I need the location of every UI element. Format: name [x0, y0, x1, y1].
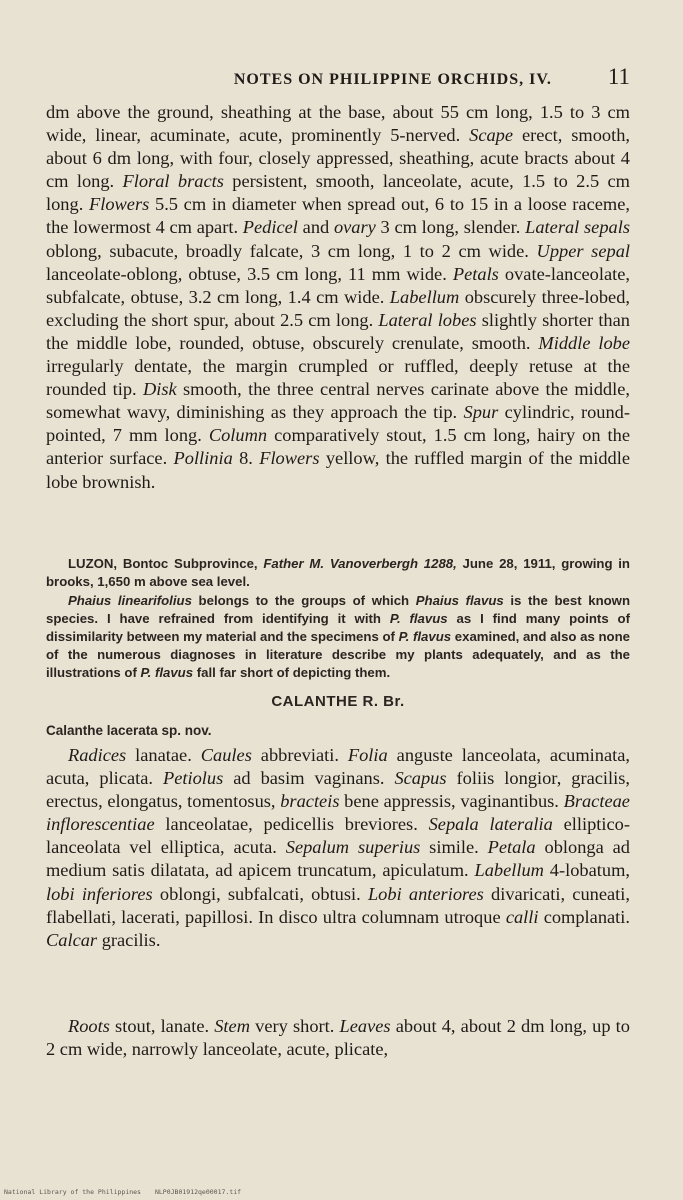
italic-term: Sepalum superius — [285, 837, 421, 858]
italic-term: Lateral lobes — [378, 309, 477, 330]
italic-term: Phaius flavus — [415, 593, 504, 608]
text-run: complanati. — [538, 906, 630, 927]
text-run: 3 cm long, slender. — [375, 217, 526, 238]
scan-footer — [0, 1184, 683, 1200]
italic-term: Pedicel — [242, 217, 298, 238]
footer-file: NLP0JB01912qe00017.tif — [154, 1188, 242, 1196]
text-run: examined, and also as none of the numerous diagnoses in literature describe my plants adequately, and as the illustrations of — [46, 629, 630, 680]
text-run: obscurely three-lobed, excluding the short spur, about 2.5 cm long. — [46, 286, 630, 330]
specimen-citation — [46, 555, 630, 591]
italic-term: P. flavus — [398, 629, 452, 644]
species-title: Calanthe lacerata sp. nov. — [46, 723, 212, 738]
italic-term: Petals — [452, 263, 499, 284]
text-run: oblong, subacute, broadly falcate, 3 cm long, 1 to 2 cm wide. — [46, 240, 537, 261]
italic-term: Bracteae inflorescentiae — [46, 791, 630, 835]
italic-term: P. flavus — [389, 611, 448, 626]
text-run: smooth, the three central nerves carinate above the middle, somewhat wavy, diminishing as they approach the tip. — [46, 379, 630, 423]
italic-term: lobi inferiores — [46, 883, 153, 904]
text-run: and — [297, 217, 334, 238]
italic-term: Spur — [463, 402, 499, 423]
italic-term: Pollinia — [173, 448, 233, 469]
text-run: oblongi, subfalcati, obtusi. — [152, 883, 368, 904]
italic-term: Leaves — [339, 1016, 391, 1036]
text-run: ovate-lanceolate, subfalcate, obtuse, 3.2 cm long, 1.4 cm wide. — [46, 263, 630, 307]
text-run: June 28, 1911, growing in brooks, 1,650 m above sea level. — [46, 556, 630, 589]
text-run: cylindric, round-pointed, 7 mm long. — [46, 402, 630, 446]
italic-term: Disk — [142, 379, 177, 400]
italic-term: Stem — [214, 1016, 250, 1036]
italic-term: Father M. Vanoverbergh 1288, — [263, 556, 457, 571]
italic-term: Floral bracts — [122, 171, 224, 192]
text-run: is the best known species. I have refrained from identifying it with — [46, 593, 630, 626]
text-run: dm above the ground, sheathing at the base, about 55 cm long, 1.5 to 3 cm wide, linear, acuminate, acute, prominently 5-nerved. — [46, 102, 630, 146]
description-continued — [46, 101, 630, 494]
text-run: persistent, smooth, lanceolate, acute, 1.5 to 2.5 cm long. — [46, 171, 630, 215]
italic-term: Lobi anteriores — [367, 883, 484, 904]
text-run: as I find many points of dissimilarity between my material and the specimens of — [46, 611, 630, 644]
italic-term: Roots — [68, 1016, 110, 1036]
italic-term: Radices — [68, 745, 127, 765]
italic-term: Sepala lateralia — [428, 814, 553, 835]
italic-term: Petala — [487, 837, 536, 858]
text-run: anguste lanceolata, acuminata, acuta, plicata. — [46, 745, 631, 789]
italic-term: Scape — [469, 125, 514, 146]
italic-term: Calcar — [46, 929, 98, 950]
text-run: bene appressis, vaginantibus. — [339, 791, 564, 812]
text-run: slightly shorter than the middle lobe, rounded, obtuse, obscurely crenulate, smooth. — [46, 309, 630, 353]
text-run: LUZON, Bontoc Subprovince, — [68, 556, 264, 571]
running-title: NOTES ON PHILIPPINE ORCHIDS, IV. — [233, 71, 552, 88]
text-run: erect, smooth, about 6 dm long, with four, closely appressed, sheathing, acute bracts about 4 cm long. — [46, 125, 630, 192]
italic-term: Phaius linearifolius — [68, 593, 192, 608]
english-paragraph — [46, 1015, 630, 1061]
text-run: yellow, the ruffled margin of the middle lobe brownish. — [46, 448, 630, 492]
italic-term: Lateral sepals — [525, 217, 630, 238]
italic-term: Scapus — [394, 768, 447, 789]
italic-term: Flowers — [259, 448, 320, 469]
english-description — [46, 1015, 630, 1061]
italic-term: Labellum — [474, 860, 544, 881]
text-run: lanatae. — [126, 745, 201, 765]
italic-term: Petiolus — [162, 768, 224, 789]
footer-library: National Library of the Philippines — [4, 1188, 141, 1196]
text-run: ad basim vaginans. — [223, 768, 395, 789]
text-run: 8. — [232, 448, 260, 469]
latin-diagnosis — [46, 744, 630, 952]
text-run: lanceolate-oblong, obtuse, 3.5 cm long, 11 mm wide. — [46, 263, 453, 284]
latin-paragraph — [46, 744, 630, 952]
text-run: abbreviati. — [251, 745, 348, 765]
italic-term: Folia — [347, 745, 388, 765]
italic-term: bracteis — [280, 791, 340, 812]
running-header — [46, 64, 630, 90]
italic-term: Labellum — [389, 286, 460, 307]
text-run: belongs to the groups of which — [191, 593, 416, 608]
italic-term: P. flavus — [140, 665, 194, 680]
text-run: 4-lobatum, — [543, 860, 630, 881]
taxonomic-note — [46, 592, 630, 682]
italic-term: Upper sepal — [536, 240, 630, 261]
text-run: stout, lanate. — [109, 1016, 215, 1036]
text-run: irregularly dentate, the margin crumpled or ruffled, deeply retuse at the rounded tip. — [46, 356, 630, 400]
text-run: comparatively stout, 1.5 cm long, hairy on the anterior surface. — [46, 425, 630, 469]
specimen-paragraph — [46, 555, 630, 591]
text-run: gracilis. — [97, 929, 161, 950]
text-run: very short. — [249, 1016, 340, 1036]
page-number: 11 — [607, 64, 630, 89]
italic-term: Caules — [200, 745, 252, 765]
text-run: oblonga ad medium satis dilatata, ad apicem truncatum, apiculatum. — [46, 837, 630, 881]
description-paragraph — [46, 101, 630, 494]
text-run: lanceolatae, pedicellis breviores. — [154, 814, 429, 835]
italic-term: calli — [505, 906, 539, 927]
italic-term: Flowers — [89, 194, 150, 215]
text-run: divaricati, cuneati, flabellati, lacerati, papillosi. In disco ultra columnam utroque — [46, 883, 630, 927]
text-run: about 4, about 2 dm long, up to 2 cm wide, narrowly lanceolate, acute, plicate, — [46, 1016, 630, 1060]
italic-term: ovary — [333, 217, 376, 238]
note-paragraph — [46, 592, 630, 682]
text-run: 5.5 cm in diameter when spread out, 6 to 15 in a loose raceme, the lowermost 4 cm apart. — [46, 194, 630, 238]
text-run: simile. — [420, 837, 488, 858]
text-run: fall far short of depicting them. — [193, 665, 391, 680]
italic-term: Middle lobe — [538, 332, 631, 353]
text-run: foliis longior, gracilis, erectus, elongatus, tomentosus, — [46, 768, 631, 812]
text-run: elliptico-lanceolata vel elliptica, acuta. — [46, 814, 630, 858]
italic-term: Column — [208, 425, 268, 446]
genus-heading: CALANTHE R. Br. — [271, 693, 405, 710]
